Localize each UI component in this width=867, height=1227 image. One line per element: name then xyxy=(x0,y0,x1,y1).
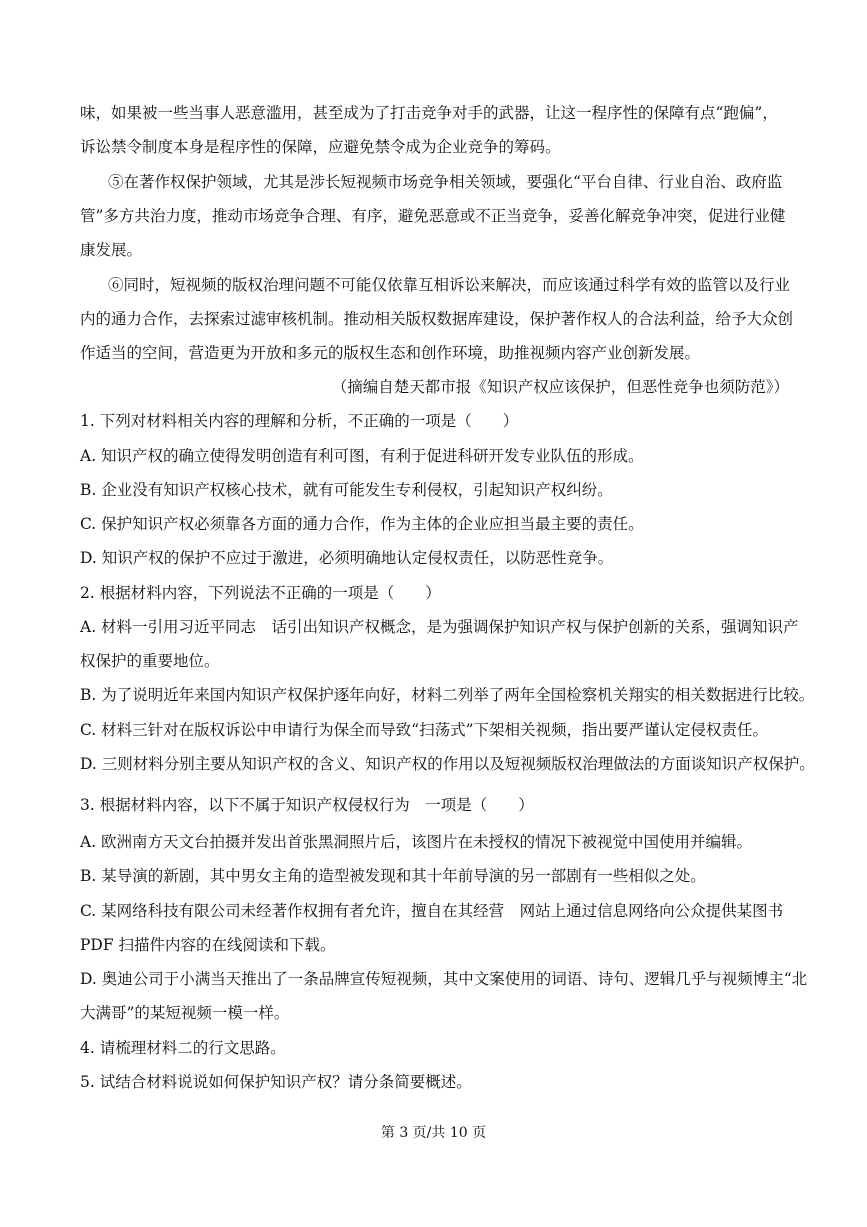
question-2-stem: 2. 根据材料内容，下列说法不正确的一项是（ ） xyxy=(80,584,441,602)
question-3-option-a: A. 欧洲南方天文台拍摄并发出首张黑洞照片后，该图片在未授权的情况下被视觉中国使用并编辑。 xyxy=(80,833,753,851)
question-2-option-b: B. 为了说明近年来国内知识产权保护逐年向好，材料二列举了两年全国检察机关翔实的相关数据进行比较。 xyxy=(80,686,815,704)
question-2-option-a-cont: 权保护的重要地位。 xyxy=(80,652,220,670)
paragraph-5-line: ⑤在著作权保护领域，尤其是涉长短视频市场竞争相关领域，要强化“平台自律、行业自治、政府监 xyxy=(108,173,783,191)
question-2-option-d: D. 三则材料分别主要从知识产权的含义、知识产权的作用以及短视频版权治理做法的方面谈知识产权保护。 xyxy=(80,755,815,773)
paragraph-6-line: 内的通力合作，去探索过滤审核机制。推动相关版权数据库建设，保护著作权人的合法利益，给予大众创 xyxy=(80,310,794,328)
question-2-option-c: C. 材料三针对在版权诉讼中申请行为保全而导致“扫荡式”下架相关视频，指出要严谨认定侵权责任。 xyxy=(80,721,769,739)
question-3-option-c: C. 某网络科技有限公司未经著作权拥有者允许，擅自在其经营 网站上通过信息网络向公众提供某图书 xyxy=(80,902,784,920)
question-1-option-d: D. 知识产权的保护不应过于激进，必须明确地认定侵权责任，以防恶性竞争。 xyxy=(80,549,614,567)
question-3-stem: 3. 根据材料内容，以下不属于知识产权侵权行为 一项是（ ） xyxy=(80,796,534,814)
question-1-option-c: C. 保护知识产权必须靠各方面的通力合作，作为主体的企业应担当最主要的责任。 xyxy=(80,515,644,533)
question-3-option-b: B. 某导演的新剧，其中男女主角的造型被发现和其十年前导演的另一部剧有一些相似之处。 xyxy=(80,867,706,885)
question-4: 4. 请梳理材料二的行文思路。 xyxy=(80,1039,286,1057)
paragraph-5-line: 管”多方共治力度，推动市场竞争合理、有序，避免恶意或不正当竞争，妥善化解竞争冲突，促进行业健 xyxy=(80,207,786,225)
question-2-option-a: A. 材料一引用习近平同志 话引出知识产权概念，是为强调保护知识产权与保护创新的关系，强调知识产 xyxy=(80,618,799,636)
question-1-stem: 1. 下列对材料相关内容的理解和分析，不正确的一项是（ ） xyxy=(80,412,519,430)
question-3-option-d-cont: 大满哥”的某短视频一模一样。 xyxy=(80,1004,290,1022)
passage-line: 诉讼禁令制度本身是程序性的保障，应避免禁令成为企业竞争的筹码。 xyxy=(80,138,561,156)
question-3-option-c-cont: PDF 扫描件内容的在线阅读和下载。 xyxy=(80,936,336,954)
page-number: 第 3 页/共 10 页 xyxy=(380,1125,487,1141)
paragraph-5-line: 康发展。 xyxy=(80,241,143,259)
question-1-option-a: A. 知识产权的确立使得发明创造有利可图，有利于促进科研开发专业队伍的形成。 xyxy=(80,447,644,465)
question-5: 5. 试结合材料说说如何保护知识产权？请分条简要概述。 xyxy=(80,1073,472,1091)
paragraph-6-line: 作适当的空间，营造更为开放和多元的版权生态和创作环境，助推视频内容产业创新发展。 xyxy=(80,344,701,362)
paragraph-6-line: ⑥同时，短视频的版权治理问题不可能仅依靠互相诉讼来解决，而应该通过科学有效的监管以及行业 xyxy=(108,276,791,294)
source-citation: （摘编自楚天都市报《知识产权应该保护，但恶性竞争也须防范》） xyxy=(331,378,789,396)
passage-line: 味，如果被一些当事人恶意滥用，甚至成为了打击竞争对手的武器，让这一程序性的保障有点“跑偏”， xyxy=(80,104,778,122)
question-1-option-b: B. 企业没有知识产权核心技术，就有可能发生专利侵权，引起知识产权纠纷。 xyxy=(80,481,613,499)
question-3-option-d: D. 奥迪公司于小满当天推出了一条品牌宣传短视频，其中文案使用的词语、诗句、逻辑几乎与视频博主“北 xyxy=(80,970,808,988)
